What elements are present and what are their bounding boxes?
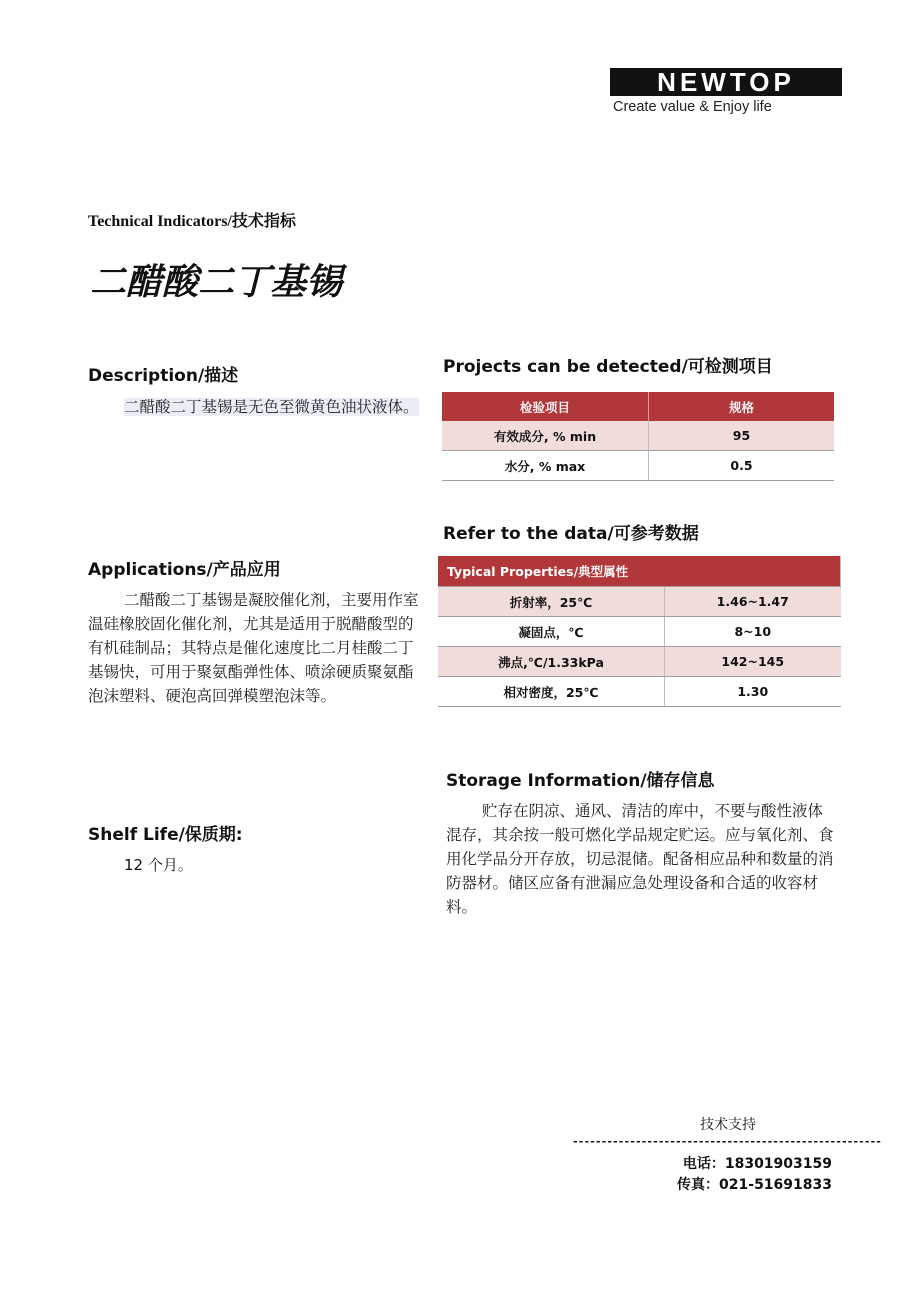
table-row: [438, 587, 841, 617]
fax-number: 传真：021-51691833: [677, 1177, 832, 1193]
logo-tagline: Create value & Enjoy life: [613, 99, 772, 115]
table-cell-property: 相对密度，25℃: [438, 677, 665, 707]
table-row: [438, 677, 841, 707]
newtop-logo: [610, 68, 842, 115]
table-cell-spec: 0.5: [649, 451, 835, 481]
description-text-content: 二醋酸二丁基锡是无色至微黄色油状液体。: [124, 398, 419, 416]
description-heading: Description/描述: [88, 366, 239, 386]
table-cell-spec: 95: [649, 421, 835, 451]
table-cell-property: 凝固点，℃: [438, 617, 665, 647]
projects-table: [442, 392, 834, 481]
column-header-spec: 规格: [649, 392, 835, 421]
description-text: [88, 395, 420, 419]
phone-number: 电话：18301903159: [682, 1156, 832, 1172]
typical-properties-caption-row: [438, 556, 841, 587]
logo-brand: NEWTOP: [610, 68, 842, 96]
applications-text: 二醋酸二丁基锡是凝胶催化剂，主要用作室温硅橡胶固化催化剂，尤其是适用于脱醋酸型的有机硅制品；其特点是催化速度比二月桂酸二丁基锡快，可用于聚氨酯弹性体、喷涂硬质聚氨酯泡沫塑料、硬泡高回弹模塑泡沫等。: [88, 591, 419, 705]
storage-heading: Storage Information/储存信息: [446, 771, 715, 791]
table-cell-item: 水分, % max: [442, 451, 649, 481]
table-cell-property: 折射率，25℃: [438, 587, 665, 617]
table-cell-value: 1.46~1.47: [665, 587, 841, 617]
table-row: [442, 421, 834, 451]
projects-heading: Projects can be detected/可检测项目: [443, 357, 773, 377]
reference-heading: Refer to the data/可参考数据: [443, 524, 699, 544]
table-cell-value: 1.30: [665, 677, 841, 707]
table-row: [438, 617, 841, 647]
storage-text: 贮存在阴凉、通风、清洁的库中，不要与酸性液体混存，其余按一般可燃化学品规定贮运。应与氧化剂、食用化学品分开存放，切忌混储。配备相应品种和数量的消防器材。储区应备有泄漏应急处理设备和合适的收容材料。: [446, 802, 834, 916]
shelf-life-heading: Shelf Life/保质期:: [88, 825, 243, 845]
typical-properties-caption: Typical Properties/典型属性: [438, 556, 841, 587]
footer-divider: ------------------------------------------------------: [572, 1135, 882, 1148]
table-cell-value: 142~145: [665, 647, 841, 677]
shelf-life-text: 12 个月。: [124, 856, 193, 874]
technical-indicators-label: Technical Indicators/技术指标: [88, 213, 296, 230]
typical-properties-table: [438, 556, 841, 707]
contact-info: [640, 1154, 832, 1196]
projects-table-header: [442, 392, 834, 421]
column-header-item: 检验项目: [442, 392, 649, 421]
applications-heading: Applications/产品应用: [88, 560, 281, 580]
table-cell-property: 沸点,℃/1.33kPa: [438, 647, 665, 677]
table-row: [442, 451, 834, 481]
support-label: 技术支持: [700, 1117, 756, 1133]
table-cell-item: 有效成分, % min: [442, 421, 649, 451]
table-cell-value: 8~10: [665, 617, 841, 647]
product-title: 二醋酸二丁基锡: [90, 262, 343, 303]
table-row: [438, 647, 841, 677]
